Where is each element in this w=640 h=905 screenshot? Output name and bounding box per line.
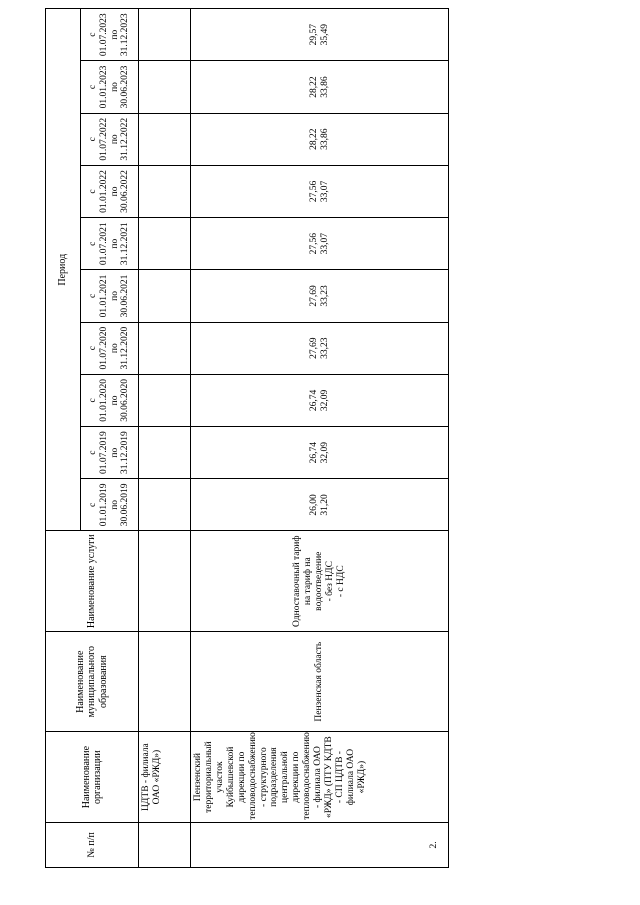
- tariff-without-vat: 29,57: [308, 24, 319, 46]
- table-row: [191, 9, 449, 868]
- tariff-table: [45, 8, 449, 868]
- row1-empty-cell: [139, 61, 191, 113]
- period-by: по: [109, 291, 120, 301]
- table-row: [139, 9, 191, 868]
- period-from: с 01.07.2023: [87, 13, 109, 57]
- header-municipality: Наименование муниципального образования: [46, 631, 139, 731]
- tariff-with-vat: 33,23: [319, 337, 330, 359]
- row2-org: Пензенский территориальный участок Куйбышевской дирекции по тепловодоснабжению - структурного подразделения центральной дирекции по тепловодоснабжению - филиала ОАО «РЖД» (ПТУ КДТВ - СП ЦДТВ - филиала ОАО «РЖД»): [191, 732, 449, 822]
- tariff-with-vat: 35,49: [319, 24, 330, 46]
- header-org: Наименование организации: [46, 732, 139, 822]
- period-from: с 01.01.2023: [87, 65, 109, 109]
- tariff-without-vat: 28,22: [308, 76, 319, 98]
- period-from: с 01.07.2021: [87, 222, 109, 266]
- period-by: по: [109, 395, 120, 406]
- tariff-with-vat: 33,86: [319, 128, 330, 150]
- tariff-value-cell: [191, 427, 449, 479]
- period-to: 30.06.2022: [120, 170, 131, 213]
- tariff-value-cell: [191, 218, 449, 270]
- period-to: 30.06.2020: [120, 379, 131, 422]
- period-cell: [81, 270, 139, 322]
- tariff-with-vat: 32,09: [319, 441, 330, 464]
- tariff-value-cell: [191, 165, 449, 217]
- service-line: - с НДС: [335, 565, 346, 598]
- period-to: 31.12.2019: [120, 431, 131, 475]
- row1-empty-cell: [139, 9, 191, 61]
- period-cell: [81, 61, 139, 113]
- tariff-without-vat: 26,00: [308, 494, 319, 516]
- period-by: по: [109, 238, 120, 249]
- tariff-without-vat: 26,74: [308, 389, 319, 412]
- period-cell: [81, 374, 139, 426]
- tariff-with-vat: 33,07: [319, 180, 330, 203]
- tariff-with-vat: 33,23: [319, 285, 330, 307]
- period-cell: [81, 165, 139, 217]
- period-from: с 01.01.2019: [87, 483, 109, 527]
- service-line: - без НДС: [324, 561, 335, 602]
- period-by: по: [109, 447, 120, 458]
- period-from: с 01.01.2022: [87, 170, 109, 213]
- tariff-value-cell: [191, 61, 449, 113]
- tariff-without-vat: 28,22: [308, 128, 319, 150]
- header-service: Наименование услуги: [46, 531, 139, 631]
- row1-municipality: [139, 631, 191, 731]
- period-by: по: [109, 134, 120, 145]
- row1-num: [139, 822, 191, 867]
- row1-empty-cell: [139, 427, 191, 479]
- header-num: № п/п: [46, 822, 139, 867]
- tariff-without-vat: 27,69: [308, 285, 319, 307]
- period-to: 31.12.2022: [120, 117, 131, 161]
- row1-service: [139, 531, 191, 631]
- tariff-value-cell: [191, 374, 449, 426]
- row2-municipality: Пензенская область: [191, 631, 449, 731]
- period-cell: [81, 113, 139, 165]
- tariff-value-cell: [191, 479, 449, 531]
- period-by: по: [109, 499, 120, 510]
- period-by: по: [109, 343, 120, 354]
- period-from: с 01.07.2022: [87, 117, 109, 161]
- row2-num: 2.: [191, 822, 449, 867]
- period-to: 30.06.2019: [120, 483, 131, 527]
- period-to: 31.12.2020: [120, 326, 131, 370]
- header-period: Период: [46, 9, 81, 531]
- period-by: по: [109, 82, 120, 92]
- period-cell: [81, 479, 139, 531]
- tariff-with-vat: 31,20: [319, 494, 330, 516]
- tariff-without-vat: 27,69: [308, 337, 319, 359]
- period-to: 31.12.2023: [120, 13, 131, 57]
- row1-empty-cell: [139, 113, 191, 165]
- row1-empty-cell: [139, 374, 191, 426]
- row1-org: ЦДТВ - филиала ОАО «РЖД»): [139, 732, 191, 822]
- tariff-without-vat: 26,74: [308, 441, 319, 464]
- period-from: с 01.07.2020: [87, 326, 109, 370]
- period-to: 30.06.2023: [120, 65, 131, 109]
- period-by: по: [109, 29, 120, 40]
- tariff-value-cell: [191, 9, 449, 61]
- period-cell: [81, 322, 139, 374]
- tariff-value-cell: [191, 113, 449, 165]
- tariff-with-vat: 32,09: [319, 389, 330, 412]
- tariff-value-cell: [191, 270, 449, 322]
- row2-service: [191, 531, 449, 631]
- period-from: с 01.01.2020: [87, 379, 109, 422]
- service-line: Одноставочный тариф на тариф на водоотведение: [292, 535, 325, 627]
- period-to: 30.06.2021: [120, 274, 131, 318]
- tariff-with-vat: 33,07: [319, 233, 330, 255]
- row1-empty-cell: [139, 218, 191, 270]
- period-by: по: [109, 186, 120, 197]
- tariff-with-vat: 33,86: [319, 76, 330, 98]
- period-to: 31.12.2021: [120, 222, 131, 266]
- row1-empty-cell: [139, 270, 191, 322]
- row1-empty-cell: [139, 322, 191, 374]
- row1-empty-cell: [139, 479, 191, 531]
- tariff-value-cell: [191, 322, 449, 374]
- period-cell: [81, 218, 139, 270]
- period-cell: [81, 9, 139, 61]
- period-cell: [81, 427, 139, 479]
- tariff-without-vat: 27,56: [308, 233, 319, 255]
- period-from: с 01.01.2021: [87, 274, 109, 318]
- row1-empty-cell: [139, 165, 191, 217]
- period-from: с 01.07.2019: [87, 431, 109, 475]
- tariff-without-vat: 27,56: [308, 180, 319, 203]
